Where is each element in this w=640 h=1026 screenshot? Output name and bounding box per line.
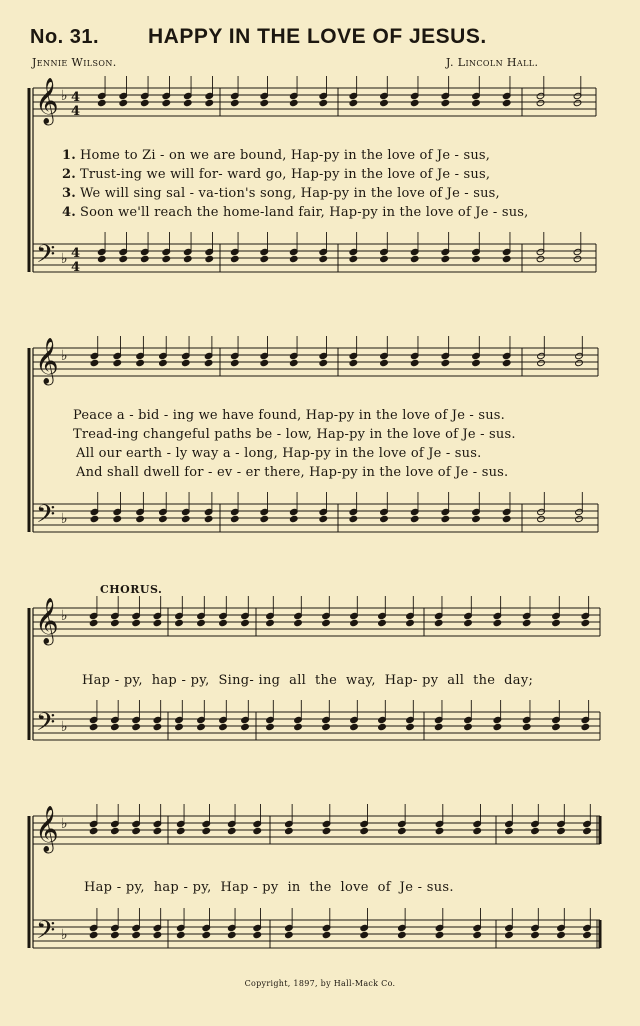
note-head — [90, 515, 99, 522]
note-head — [552, 723, 561, 730]
note-head — [111, 827, 120, 834]
note-head — [319, 255, 328, 262]
note-head — [140, 255, 149, 262]
note-head — [380, 99, 389, 106]
note-head — [119, 255, 128, 262]
note-head — [441, 99, 450, 106]
note-head — [360, 931, 369, 938]
note-head — [350, 619, 359, 626]
note-head — [181, 359, 190, 366]
note-head — [536, 99, 545, 106]
note-head — [132, 723, 141, 730]
note-head — [253, 827, 262, 834]
note-head — [410, 99, 419, 106]
note-head — [241, 723, 250, 730]
treble-clef-icon: 𝄞 — [35, 78, 59, 124]
note-head — [472, 515, 481, 522]
note-head — [434, 723, 443, 730]
note-head — [175, 619, 184, 626]
note-head — [505, 827, 514, 834]
note-head — [219, 619, 228, 626]
verse-text: Tread-ing changeful paths be - low, Hap-py in the love of Je - sus. — [73, 427, 516, 442]
note-head — [531, 827, 540, 834]
time-signature: 4 — [71, 246, 81, 261]
note-head — [536, 255, 545, 262]
note-head — [230, 255, 239, 262]
note-head — [322, 931, 331, 938]
note-head — [349, 359, 358, 366]
note-head — [153, 827, 162, 834]
note-head — [410, 515, 419, 522]
note-head — [493, 723, 502, 730]
chorus-lyrics-line-2: Hap - py, hap - py, Hap - py in the love of Je - sus. — [84, 880, 454, 895]
note-head — [136, 359, 145, 366]
note-head — [472, 99, 481, 106]
note-head — [349, 515, 358, 522]
note-head — [289, 255, 298, 262]
note-head — [289, 99, 298, 106]
note-head — [89, 827, 98, 834]
note-head — [289, 515, 298, 522]
note-head — [350, 723, 359, 730]
note-head — [294, 723, 303, 730]
composer-credit: J. Lincoln Hall. — [446, 56, 539, 69]
note-head — [285, 827, 294, 834]
note-head — [406, 723, 415, 730]
note-head — [230, 515, 239, 522]
note-head — [472, 255, 481, 262]
note-head — [285, 931, 294, 938]
note-head — [502, 515, 511, 522]
note-head — [378, 619, 387, 626]
note-head — [140, 99, 149, 106]
note-head — [176, 827, 185, 834]
bass-clef-icon: 𝄢 — [36, 916, 56, 951]
note-head — [175, 723, 184, 730]
flat-sign-icon: ♭ — [61, 251, 68, 267]
note-head — [227, 827, 236, 834]
bass-clef-icon: 𝄢 — [36, 500, 56, 535]
bass-clef-icon: 𝄢 — [36, 708, 56, 743]
verse-number: 1. — [62, 148, 76, 163]
verse-line — [62, 205, 529, 220]
note-head — [410, 359, 419, 366]
note-head — [319, 359, 328, 366]
note-head — [502, 255, 511, 262]
time-signature: 4 — [71, 260, 81, 275]
verse-text: Trust-ing we will for- ward go, Hap-py in the love of Je - sus, — [80, 167, 491, 182]
note-head — [230, 359, 239, 366]
note-head — [573, 99, 582, 106]
note-head — [505, 931, 514, 938]
verse-text: Peace a - bid - ing we have found, Hap-py in the love of Je - sus. — [73, 408, 505, 423]
note-head — [227, 931, 236, 938]
hymn-title: HAPPY IN THE LOVE OF JESUS. — [148, 25, 487, 48]
note-head — [531, 931, 540, 938]
note-head — [183, 255, 192, 262]
note-head — [260, 359, 269, 366]
note-head — [89, 931, 98, 938]
note-head — [176, 931, 185, 938]
note-head — [89, 723, 98, 730]
note-head — [322, 619, 331, 626]
verse-line — [62, 167, 490, 182]
note-head — [89, 619, 98, 626]
note-head — [162, 255, 171, 262]
note-head — [552, 619, 561, 626]
note-head — [349, 99, 358, 106]
note-head — [197, 619, 206, 626]
note-head — [111, 723, 120, 730]
note-head — [162, 99, 171, 106]
verse-text: And shall dwell for - ev - er there, Hap-py in the love of Je - sus. — [76, 465, 509, 480]
note-head — [319, 515, 328, 522]
note-head — [205, 99, 214, 106]
note-head — [132, 619, 141, 626]
flat-sign-icon: ♭ — [61, 348, 68, 364]
note-head — [136, 515, 145, 522]
note-head — [581, 723, 590, 730]
treble-clef-icon: 𝄞 — [35, 806, 59, 852]
note-head — [132, 827, 141, 834]
note-head — [380, 255, 389, 262]
note-head — [380, 515, 389, 522]
note-head — [575, 359, 584, 366]
verse-line — [62, 186, 500, 201]
note-head — [260, 515, 269, 522]
note-head — [583, 827, 592, 834]
note-head — [493, 619, 502, 626]
treble-clef-icon: 𝄞 — [35, 338, 59, 384]
note-head — [119, 99, 128, 106]
copyright-notice: Copyright, 1897, by Hall-Mack Co. — [244, 979, 396, 988]
note-head — [260, 99, 269, 106]
note-head — [473, 931, 482, 938]
note-head — [557, 931, 566, 938]
note-head — [202, 931, 211, 938]
note-head — [575, 515, 584, 522]
verse-line — [62, 148, 490, 163]
note-head — [159, 515, 168, 522]
note-head — [113, 359, 122, 366]
note-head — [581, 619, 590, 626]
note-head — [113, 515, 122, 522]
note-head — [398, 931, 407, 938]
note-head — [153, 931, 162, 938]
note-head — [557, 827, 566, 834]
note-head — [289, 359, 298, 366]
note-head — [472, 359, 481, 366]
flat-sign-icon: ♭ — [61, 719, 68, 735]
note-head — [132, 931, 141, 938]
note-head — [464, 723, 473, 730]
chorus-label: CHORUS. — [100, 583, 163, 596]
treble-clef-icon: 𝄞 — [35, 598, 59, 644]
verse-number: 4. — [62, 205, 76, 220]
note-head — [434, 619, 443, 626]
note-head — [97, 99, 106, 106]
flat-sign-icon: ♭ — [61, 927, 68, 943]
verse-text: Home to Zi - on we are bound, Hap-py in the love of Je - sus, — [80, 148, 491, 163]
note-head — [153, 723, 162, 730]
note-head — [159, 359, 168, 366]
note-head — [537, 515, 546, 522]
note-head — [378, 723, 387, 730]
note-head — [473, 827, 482, 834]
note-head — [583, 931, 592, 938]
lyricist-credit: Jennie Wilson. — [32, 56, 117, 69]
note-head — [183, 99, 192, 106]
note-head — [349, 255, 358, 262]
note-head — [502, 99, 511, 106]
note-head — [537, 359, 546, 366]
note-head — [441, 515, 450, 522]
note-head — [435, 827, 444, 834]
note-head — [202, 827, 211, 834]
note-head — [522, 723, 531, 730]
note-head — [260, 255, 269, 262]
note-head — [502, 359, 511, 366]
note-head — [111, 931, 120, 938]
flat-sign-icon: ♭ — [61, 816, 68, 832]
time-signature: 4 — [71, 90, 81, 105]
note-head — [294, 619, 303, 626]
note-head — [573, 255, 582, 262]
note-head — [219, 723, 228, 730]
verse-text: Soon we'll reach the home-land fair, Hap-py in the love of Je - sus, — [80, 205, 529, 220]
verse-number: 2. — [62, 167, 76, 182]
verse-number: 3. — [62, 186, 76, 201]
note-head — [464, 619, 473, 626]
flat-sign-icon: ♭ — [61, 608, 68, 624]
hymn-number: No. 31. — [30, 26, 100, 48]
note-head — [204, 359, 213, 366]
flat-sign-icon: ♭ — [61, 88, 68, 104]
chorus-lyrics-line-1: Hap - py, hap - py, Sing- ing all the way, Hap- py all the day; — [82, 673, 534, 688]
verse-text: All our earth - ly way a - long, Hap-py in the love of Je - sus. — [76, 446, 482, 461]
note-head — [230, 99, 239, 106]
verse-text: We will sing sal - va-tion's song, Hap-py in the love of Je - sus, — [80, 186, 500, 201]
note-head — [266, 619, 275, 626]
note-head — [197, 723, 206, 730]
note-head — [322, 827, 331, 834]
note-head — [266, 723, 275, 730]
note-head — [181, 515, 190, 522]
note-head — [204, 515, 213, 522]
note-head — [441, 255, 450, 262]
note-head — [97, 255, 106, 262]
note-head — [205, 255, 214, 262]
note-head — [319, 99, 328, 106]
note-head — [241, 619, 250, 626]
note-head — [410, 255, 419, 262]
note-head — [153, 619, 162, 626]
note-head — [253, 931, 262, 938]
note-head — [522, 619, 531, 626]
note-head — [90, 359, 99, 366]
note-head — [360, 827, 369, 834]
note-head — [398, 827, 407, 834]
note-head — [441, 359, 450, 366]
note-head — [435, 931, 444, 938]
note-head — [111, 619, 120, 626]
bass-clef-icon: 𝄢 — [36, 240, 56, 275]
flat-sign-icon: ♭ — [61, 511, 68, 527]
note-head — [380, 359, 389, 366]
time-signature: 4 — [71, 104, 81, 119]
note-head — [322, 723, 331, 730]
note-head — [406, 619, 415, 626]
